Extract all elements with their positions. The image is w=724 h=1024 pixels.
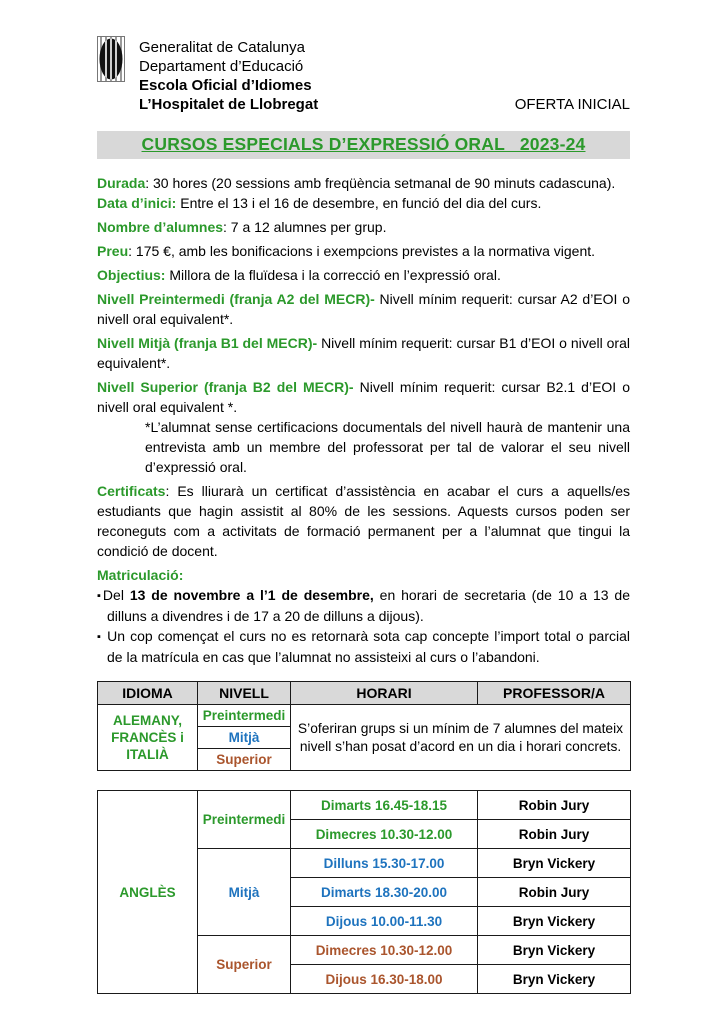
paragraph-nivell-preintermedi xyxy=(97,289,630,329)
text-data-inici: Entre el 13 i el 16 de desembre, en funció del dia del curs. xyxy=(176,195,542,211)
teacher-cell: Bryn Vickery xyxy=(478,849,631,878)
column-header-professor: PROFESSOR/A xyxy=(478,682,631,705)
schedule-cell: Dimarts 16.45-18.15 xyxy=(291,791,478,820)
label-data-inici: Data d’inici: xyxy=(97,195,177,211)
offer-note-cell: S’oferiran grups si un mínim de 7 alumnes del mateix nivell s’han posat d’acord en un dia i horari concrets. xyxy=(291,705,631,771)
label-nivell-preintermedi: Nivell Preintermedi (franja A2 del MECR)- xyxy=(97,291,375,307)
paragraph-objectius xyxy=(97,265,630,285)
document-title-bar xyxy=(97,131,630,159)
schedule-cell: Dimarts 18.30-20.00 xyxy=(291,878,478,907)
paragraph-nivell-superior xyxy=(97,377,630,417)
paragraph-certificats xyxy=(97,481,630,561)
org-line-1: Generalitat de Catalunya xyxy=(139,39,305,56)
table-row xyxy=(98,705,631,727)
heading-matriculacio: Matriculació: xyxy=(97,567,184,583)
label-preu: Preu xyxy=(97,243,129,259)
text-objectius: Millora de la fluïdesa i la correcció en l’expressió oral. xyxy=(165,267,501,283)
footnote-nivell: *L’alumnat sense certificacions documentals del nivell haurà de mantenir una entrevista amb un membre del professorat per tal de valorar el seu nivell d’expressió oral. xyxy=(145,419,630,475)
org-line-2: Departament d’Educació xyxy=(139,58,304,75)
teacher-cell: Bryn Vickery xyxy=(478,965,631,994)
teacher-cell: Robin Jury xyxy=(478,820,631,849)
bullet-matriculacio-1 xyxy=(97,585,630,626)
organization-block xyxy=(139,36,630,114)
level-cell-superior: Superior xyxy=(198,936,291,994)
column-header-horari: HORARI xyxy=(291,682,478,705)
schedule-cell: Dijous 16.30-18.00 xyxy=(291,965,478,994)
level-cell-mitja: Mitjà xyxy=(198,727,291,749)
text-alumnes: : 7 a 12 alumnes per grup. xyxy=(223,219,387,235)
paragraph-preu xyxy=(97,241,630,261)
bullet1-post: en horari de secretaria (de 10 a 13 de dilluns a divendres i de 17 a 20 de dilluns a dijous). xyxy=(107,587,630,624)
label-nivell-mitja: Nivell Mitjà (franja B1 del MECR)- xyxy=(97,335,318,351)
level-cell-mitja: Mitjà xyxy=(198,849,291,936)
page-title: CURSOS ESPECIALS D’EXPRESSIÓ ORAL 2023-24 xyxy=(141,134,586,154)
text-nivell-superior: Nivell mínim requerit: cursar B2.1 d’EOI o nivell oral equivalent *. xyxy=(97,379,631,415)
paragraph-durada xyxy=(97,173,630,193)
bullet-square-icon: ▪ xyxy=(97,631,103,643)
schedule-cell: Dimecres 10.30-12.00 xyxy=(291,936,478,965)
bullet2-text: Un cop començat el curs no es retornarà sota cap concepte l’import total o parcial de la matrícula en cas que l’alumnat no assisteixi al curs o l’abandoni. xyxy=(102,628,630,665)
label-alumnes: Nombre d’alumnes xyxy=(97,219,224,235)
offer-table xyxy=(97,681,631,771)
table-row xyxy=(98,791,631,820)
schedule-cell: Dijous 10.00-11.30 xyxy=(291,907,478,936)
paragraph-data-inici xyxy=(97,193,630,213)
text-nivell-preintermedi: Nivell mínim requerit: cursar A2 d’EOI o nivell oral equivalent*. xyxy=(97,291,630,327)
label-objectius: Objectius: xyxy=(97,267,166,283)
label-durada: Durada xyxy=(97,175,146,191)
language-cell-angles: ANGLÈS xyxy=(98,791,198,994)
level-cell-preintermedi: Preintermedi xyxy=(198,705,291,727)
label-certificats: Certificats xyxy=(97,483,166,499)
text-nivell-mitja: Nivell mínim requerit: cursar B1 d’EOI o nivell oral equivalent*. xyxy=(97,335,630,371)
org-line-3: Escola Oficial d’Idiomes xyxy=(139,77,312,94)
letterhead xyxy=(97,36,630,114)
text-certificats: : Es lliurarà un certificat d’assistència en acabar el curs a aquells/es estudiants que hagin assistit al 80% de les sessions. Aquests cursos poden ser reconeguts com a activitats de formació permanent per a l’alumnat que tingui la condició de docent. xyxy=(97,483,630,559)
org-line-4: L’Hospitalet de Llobregat xyxy=(139,96,319,113)
bullet1-pre: Del xyxy=(102,587,130,603)
bullet-square-icon: ▪ xyxy=(97,590,103,602)
level-cell-superior: Superior xyxy=(198,749,291,771)
offer-label: OFERTA INICIAL xyxy=(514,96,630,113)
level-cell-preintermedi: Preintermedi xyxy=(198,791,291,849)
text-preu: : 175 €, amb les bonificacions i exempcions previstes a la normativa vigent. xyxy=(128,243,596,259)
paragraph-nivell-mitja xyxy=(97,333,630,373)
bullet1-dates: 13 de novembre a l’1 de desembre, xyxy=(129,587,374,603)
english-courses-table xyxy=(97,790,631,994)
language-cell-alemany-frances-italia: ALEMANY, FRANCÈS i ITALIÀ xyxy=(98,705,198,771)
teacher-cell: Robin Jury xyxy=(478,791,631,820)
schedule-cell: Dilluns 15.30-17.00 xyxy=(291,849,478,878)
schedule-cell: Dimecres 10.30-12.00 xyxy=(291,820,478,849)
column-header-idioma: IDIOMA xyxy=(98,682,198,705)
label-nivell-superior: Nivell Superior (franja B2 del MECR)- xyxy=(97,379,354,395)
text-durada: : 30 hores (20 sessions amb freqüència setmanal de 90 minuts cadascuna). xyxy=(145,175,616,191)
bullet-matriculacio-2 xyxy=(97,626,630,667)
teacher-cell: Robin Jury xyxy=(478,878,631,907)
column-header-nivell: NIVELL xyxy=(198,682,291,705)
teacher-cell: Bryn Vickery xyxy=(478,907,631,936)
offer-table-header-row xyxy=(98,682,631,705)
document-body xyxy=(97,173,630,667)
generalitat-logo-icon xyxy=(97,36,125,82)
teacher-cell: Bryn Vickery xyxy=(478,936,631,965)
paragraph-alumnes xyxy=(97,217,630,237)
